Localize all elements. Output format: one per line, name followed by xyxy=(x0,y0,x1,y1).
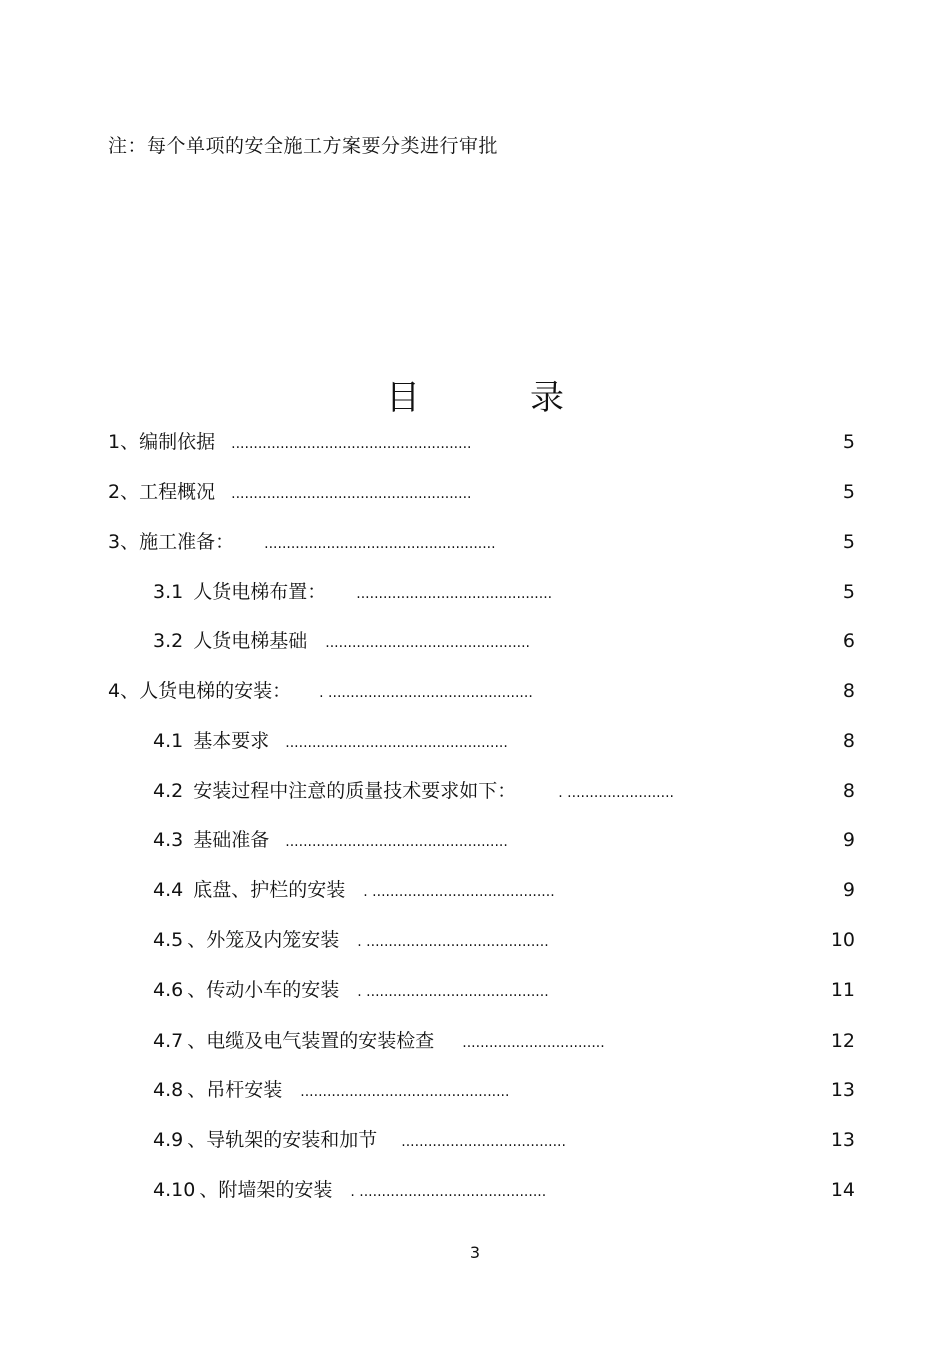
toc-entry-page: 11 xyxy=(830,979,855,1001)
toc-entry-text: 安装过程中注意的质量技术要求如下： xyxy=(193,780,517,802)
toc-entry-leader: ..................................... xyxy=(401,1134,566,1150)
toc-entry-number: 4.2 xyxy=(153,780,184,802)
toc-entry-leader: . .............................................. xyxy=(319,685,533,701)
toc-title-char-2: 录 xyxy=(530,378,564,418)
toc-entry-text: 、导轨架的安装和加节 xyxy=(187,1129,378,1151)
toc-entry-text: 底盘、护栏的安装 xyxy=(193,879,346,901)
toc-entry-number: 4.9 xyxy=(153,1129,184,1151)
toc-entry[interactable] xyxy=(108,529,496,555)
toc-entry-text: 人货电梯布置： xyxy=(193,581,327,603)
toc-entry-number: 4.7 xyxy=(153,1030,184,1052)
toc-entry-text: 、电缆及电气装置的安装检查 xyxy=(187,1030,435,1052)
toc-entry-page: 5 xyxy=(842,531,855,553)
toc-entry[interactable] xyxy=(153,579,552,605)
toc-entry-leader: .................................................. xyxy=(285,834,508,850)
toc-entry-page: 10 xyxy=(830,929,855,951)
toc-entry-number: 3.2 xyxy=(153,630,184,652)
toc-entry-number: 4.1 xyxy=(153,730,184,752)
toc-entry-page: 6 xyxy=(842,630,855,652)
toc-entry-page: 9 xyxy=(842,829,855,851)
toc-entry[interactable] xyxy=(153,778,674,804)
page-number: 3 xyxy=(469,1243,481,1262)
toc-entry[interactable] xyxy=(108,678,533,704)
toc-entry-number: 3、 xyxy=(108,531,140,553)
toc-entry-text: 基本要求 xyxy=(193,730,270,752)
toc-entry-page: 5 xyxy=(842,481,855,503)
toc-entry-text: 、附墙架的安装 xyxy=(199,1179,333,1201)
toc-entry-leader: .................................................. xyxy=(285,735,508,751)
toc-entry-text: 编制依据 xyxy=(139,431,216,453)
toc-entry-page: 13 xyxy=(830,1129,855,1151)
toc-entry-text: 、传动小车的安装 xyxy=(187,979,340,1001)
toc-entry-leader: . ......................................... xyxy=(357,984,549,1000)
toc-entry-leader: . ......................................... xyxy=(363,884,555,900)
toc-entry-number: 4.10 xyxy=(153,1179,196,1201)
toc-entry[interactable] xyxy=(153,1028,605,1054)
toc-entry[interactable] xyxy=(153,1077,509,1103)
toc-entry-number: 4.8 xyxy=(153,1079,184,1101)
toc-entry-leader: ................................ xyxy=(462,1035,605,1051)
toc-entry-number: 4.3 xyxy=(153,829,184,851)
toc-entry-page: 8 xyxy=(842,780,855,802)
toc-entry-page: 8 xyxy=(842,730,855,752)
toc-entry-page: 14 xyxy=(830,1179,855,1201)
toc-entry-page: 13 xyxy=(830,1079,855,1101)
toc-title xyxy=(0,370,950,419)
toc-entry-page: 9 xyxy=(842,879,855,901)
toc-entry[interactable] xyxy=(153,1127,566,1153)
toc-entry-number: 1、 xyxy=(108,431,140,453)
toc-title-char-1: 目 xyxy=(386,378,420,418)
toc-entry[interactable] xyxy=(153,728,508,754)
toc-entry[interactable] xyxy=(108,479,471,505)
toc-entry-leader: . .......................................... xyxy=(350,1184,547,1200)
toc-entry[interactable] xyxy=(153,927,549,953)
toc-entry-number: 2、 xyxy=(108,481,140,503)
toc-entry-page: 12 xyxy=(830,1030,855,1052)
toc-entry-leader: .................................................... xyxy=(264,536,496,552)
toc-entry-text: 基础准备 xyxy=(193,829,270,851)
toc-entry-text: 人货电梯基础 xyxy=(193,630,308,652)
toc-entry-leader: ............................................... xyxy=(300,1084,510,1100)
toc-entry-leader: ...................................................... xyxy=(231,486,472,502)
toc-entry-text: 、吊杆安装 xyxy=(187,1079,283,1101)
toc-entry-leader: . ......................................... xyxy=(357,934,549,950)
toc-entry-number: 4.4 xyxy=(153,879,184,901)
toc-entry-number: 3.1 xyxy=(153,581,184,603)
toc-entry-text: 工程概况 xyxy=(139,481,216,503)
toc-entry-leader: .............................................. xyxy=(325,635,530,651)
toc-entry-text: 施工准备： xyxy=(139,531,235,553)
toc-entry[interactable] xyxy=(153,827,508,853)
toc-entry-page: 5 xyxy=(842,431,855,453)
approval-note: 注：每个单项的安全施工方案要分类进行审批 xyxy=(108,135,499,157)
toc-entry[interactable] xyxy=(153,977,549,1003)
toc-entry[interactable] xyxy=(108,429,471,455)
toc-entry[interactable] xyxy=(153,1177,546,1203)
toc-entry-page: 5 xyxy=(842,581,855,603)
toc-entry-number: 4.5 xyxy=(153,929,184,951)
toc-entry-page: 8 xyxy=(842,680,855,702)
toc-entry-text: 人货电梯的安装： xyxy=(139,680,292,702)
toc-entry-number: 4.6 xyxy=(153,979,184,1001)
toc-entry-leader: ...................................................... xyxy=(231,436,472,452)
toc-entry-leader: ............................................ xyxy=(356,586,553,602)
toc-entry[interactable] xyxy=(153,877,555,903)
toc-entry-leader: . ........................ xyxy=(558,785,674,801)
toc-entry-number: 4、 xyxy=(108,680,140,702)
toc-entry[interactable] xyxy=(153,628,530,654)
toc-entry-text: 、外笼及内笼安装 xyxy=(187,929,340,951)
